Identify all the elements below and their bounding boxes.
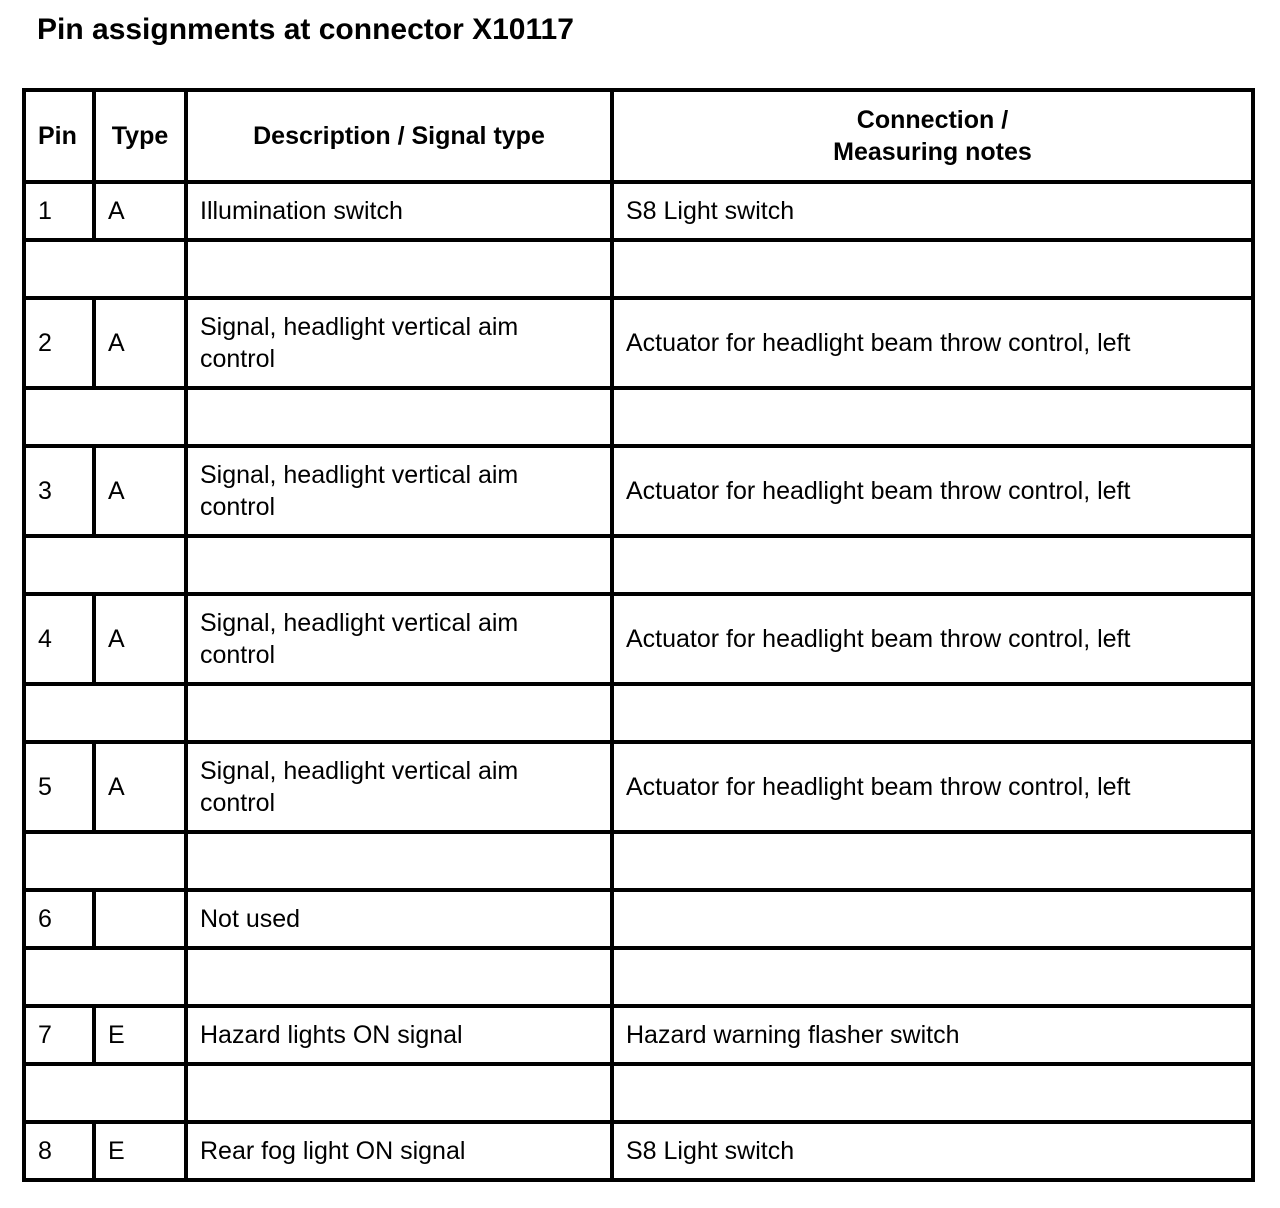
pin-cell: 2 [24, 298, 94, 388]
header-pin: Pin [24, 90, 94, 182]
spacer-cell [186, 240, 612, 298]
description-cell: Signal, headlight vertical aim control [186, 446, 612, 536]
spacer-cell [612, 388, 1253, 446]
page-title: Pin assignments at connector X10117 [37, 13, 574, 46]
header-connection-line1: Connection / [856, 106, 1009, 134]
spacer-cell [612, 684, 1253, 742]
pin-assignment-table [22, 88, 1255, 1182]
spacer-cell [612, 240, 1253, 298]
table-row [24, 890, 1253, 948]
type-cell: A [94, 182, 186, 240]
table-row [24, 742, 1253, 832]
spacer-cell [186, 684, 612, 742]
table-row [24, 594, 1253, 684]
connection-cell: Actuator for headlight beam throw control, left [612, 446, 1253, 536]
spacer-cell [24, 832, 186, 890]
type-cell: A [94, 742, 186, 832]
spacer-row [24, 388, 1253, 446]
connection-cell: Actuator for headlight beam throw control, left [612, 298, 1253, 388]
table-row [24, 182, 1253, 240]
type-cell: A [94, 594, 186, 684]
spacer-cell [612, 832, 1253, 890]
spacer-cell [24, 684, 186, 742]
pin-cell: 5 [24, 742, 94, 832]
table-row [24, 298, 1253, 388]
spacer-row [24, 536, 1253, 594]
description-cell: Illumination switch [186, 182, 612, 240]
description-cell: Signal, headlight vertical aim control [186, 594, 612, 684]
spacer-row [24, 948, 1253, 1006]
spacer-cell [186, 832, 612, 890]
table-row [24, 1006, 1253, 1064]
connection-cell: Hazard warning flasher switch [612, 1006, 1253, 1064]
pin-cell: 4 [24, 594, 94, 684]
type-cell: E [94, 1006, 186, 1064]
spacer-cell [24, 240, 186, 298]
connection-cell [612, 890, 1253, 948]
header-connection [612, 90, 1253, 182]
connection-cell: Actuator for headlight beam throw control, left [612, 742, 1253, 832]
description-cell: Rear fog light ON signal [186, 1122, 612, 1180]
spacer-row [24, 240, 1253, 298]
type-cell: A [94, 298, 186, 388]
spacer-cell [612, 536, 1253, 594]
header-connection-line2: Measuring notes [833, 138, 1032, 166]
description-cell: Signal, headlight vertical aim control [186, 298, 612, 388]
spacer-cell [24, 388, 186, 446]
pin-cell: 7 [24, 1006, 94, 1064]
table-header-row [24, 90, 1253, 182]
table-row [24, 1122, 1253, 1180]
spacer-cell [186, 948, 612, 1006]
description-cell: Hazard lights ON signal [186, 1006, 612, 1064]
table-row [24, 446, 1253, 536]
pin-cell: 6 [24, 890, 94, 948]
connection-cell: Actuator for headlight beam throw control, left [612, 594, 1253, 684]
spacer-cell [24, 948, 186, 1006]
spacer-cell [612, 948, 1253, 1006]
type-cell: A [94, 446, 186, 536]
type-cell [94, 890, 186, 948]
description-cell: Not used [186, 890, 612, 948]
spacer-cell [24, 1064, 186, 1122]
spacer-row [24, 1064, 1253, 1122]
description-cell: Signal, headlight vertical aim control [186, 742, 612, 832]
header-type: Type [94, 90, 186, 182]
connection-cell: S8 Light switch [612, 1122, 1253, 1180]
spacer-cell [186, 388, 612, 446]
spacer-cell [612, 1064, 1253, 1122]
type-cell: E [94, 1122, 186, 1180]
spacer-row [24, 684, 1253, 742]
pin-cell: 3 [24, 446, 94, 536]
pin-cell: 8 [24, 1122, 94, 1180]
spacer-row [24, 832, 1253, 890]
header-description: Description / Signal type [186, 90, 612, 182]
spacer-cell [186, 1064, 612, 1122]
spacer-cell [186, 536, 612, 594]
spacer-cell [24, 536, 186, 594]
pin-cell: 1 [24, 182, 94, 240]
connection-cell: S8 Light switch [612, 182, 1253, 240]
